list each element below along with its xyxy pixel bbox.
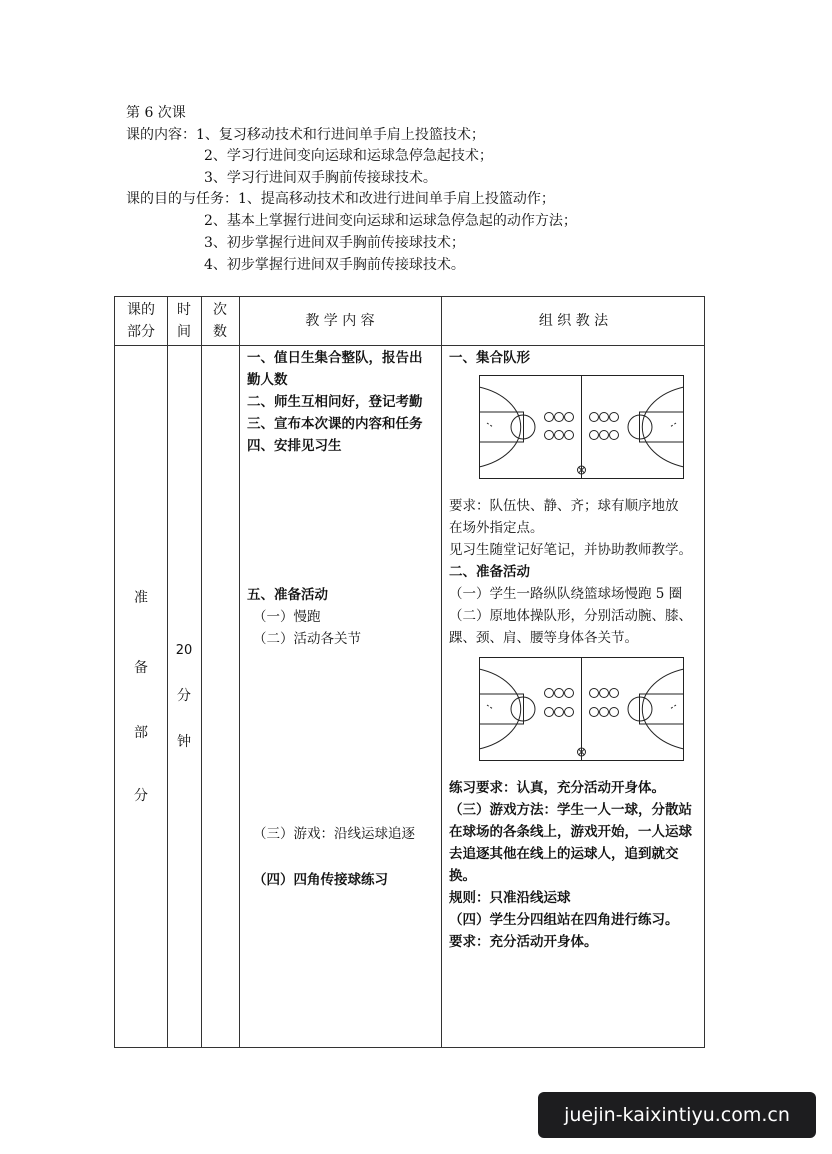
part-char-3: 部 bbox=[134, 725, 148, 741]
method-item-2a: 要求：队伍快、静、齐；球有顺序地放 bbox=[449, 498, 679, 514]
goal-line-2: 2、基本上掌握行进间变向运球和运球急停急起的动作方法； bbox=[204, 213, 577, 229]
content-line-3: 3、学习行进间双手胸前传接球技术。 bbox=[204, 170, 437, 186]
content-item-1b: 勤人数 bbox=[247, 372, 288, 388]
header-method: 组 织 教 法 bbox=[538, 313, 609, 329]
method-item-8c: 去追逐其他在线上的运球人，追到就交 bbox=[449, 846, 679, 862]
part-char-2: 备 bbox=[134, 660, 148, 676]
method-item-10: （四）学生分四组站在四角进行练习。 bbox=[449, 912, 679, 928]
header-time: 时 间 bbox=[177, 302, 191, 340]
content-item-8: （三）游戏：沿线运球追逐 bbox=[253, 826, 415, 842]
part-char-1: 准 bbox=[134, 590, 148, 606]
time-unit-1: 分 bbox=[177, 688, 191, 704]
content-item-6: （一）慢跑 bbox=[253, 609, 321, 625]
content-item-5: 五、准备活动 bbox=[247, 587, 328, 603]
header-content: 教 学 内 容 bbox=[305, 313, 375, 329]
content-item-2: 二、师生互相问好，登记考勤 bbox=[247, 394, 423, 410]
goal-line-1: 课的目的与任务：1、提高移动技术和改进行进间单手肩上投篮动作； bbox=[126, 191, 555, 207]
part-char-4: 分 bbox=[134, 788, 148, 804]
lesson-table bbox=[114, 296, 705, 1048]
goal-line-3: 3、初步掌握行进间双手胸前传接球技术； bbox=[204, 235, 465, 251]
method-item-6a: （二）原地体操队形，分别活动腕、膝、 bbox=[449, 608, 692, 624]
content-item-3: 三、宣布本次课的内容和任务 bbox=[247, 416, 423, 432]
content-line-2: 2、学习行进间变向运球和运球急停急起技术； bbox=[204, 148, 493, 164]
content-item-1a: 一、值日生集合整队，报告出 bbox=[247, 350, 423, 366]
time-value: 20 bbox=[175, 643, 193, 658]
content-item-7: （二）活动各关节 bbox=[253, 631, 361, 647]
method-item-9: 规则：只准沿线运球 bbox=[449, 890, 571, 906]
method-item-6b: 踝、颈、肩、腰等身体各关节。 bbox=[449, 630, 638, 646]
method-item-8a: （三）游戏方法：学生一人一球，分散站 bbox=[449, 802, 692, 818]
court-diagram-2 bbox=[479, 657, 684, 761]
lesson-title: 第 6 次课 bbox=[126, 105, 186, 121]
method-item-5: （一）学生一路纵队绕篮球场慢跑 5 圈 bbox=[449, 586, 683, 602]
method-item-8d: 换。 bbox=[449, 868, 476, 884]
content-item-9: （四）四角传接球练习 bbox=[253, 872, 388, 888]
time-unit-2: 钟 bbox=[177, 734, 191, 750]
court-diagram-1 bbox=[479, 375, 684, 479]
method-item-1: 一、集合队形 bbox=[449, 350, 530, 366]
content-line-1: 课的内容：1、复习移动技术和行进间单手肩上投篮技术； bbox=[126, 127, 485, 143]
header-count: 次 数 bbox=[213, 302, 227, 340]
content-item-4: 四、安排见习生 bbox=[247, 438, 342, 454]
method-item-11: 要求：充分活动开身体。 bbox=[449, 934, 598, 950]
method-item-3: 见习生随堂记好笔记，并协助教师教学。 bbox=[449, 542, 692, 558]
goal-line-4: 4、初步掌握行进间双手胸前传接球技术。 bbox=[204, 257, 465, 273]
method-item-2b: 在场外指定点。 bbox=[449, 520, 544, 536]
method-item-8b: 在球场的各条线上，游戏开始，一人运球 bbox=[449, 824, 692, 840]
header-part: 课的 部分 bbox=[127, 302, 155, 340]
watermark-badge: juejin-kaixintiyu.com.cn bbox=[538, 1092, 816, 1138]
method-item-4: 二、准备活动 bbox=[449, 564, 530, 580]
method-item-7: 练习要求：认真，充分活动开身体。 bbox=[449, 780, 665, 796]
